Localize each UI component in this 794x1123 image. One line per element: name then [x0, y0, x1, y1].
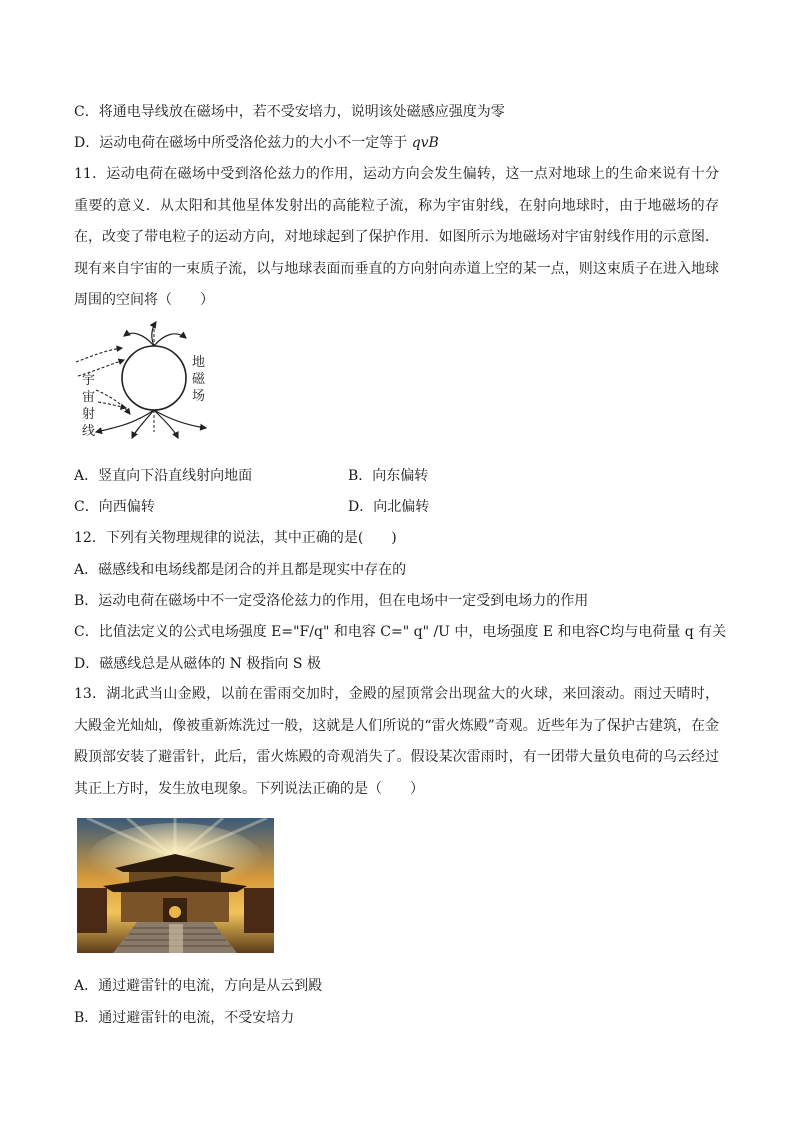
ray-arrow-4 [98, 402, 126, 408]
field-arrow-top-left [124, 333, 154, 346]
label-field-2: 磁 [192, 372, 206, 387]
photo-emblem [169, 906, 181, 918]
q12-option-c: C．比值法定义的公式电场强度 E="F/q" 和电容 C=" q" /U 中，电场强度 E 和电容C均与电荷量 q 有关 [74, 624, 727, 640]
q11-stem: 11．运动电荷在磁场中受到洛伦兹力的作用，运动方向会发生偏转，这一点对地球上的生命来说有十分重要的意义．从太阳和其他星体发射出的高能粒子流，称为宇宙射线，在射向地球时，由于地磁场的存在，改变了带电粒子的运动方向，对地球起到了保护作用．如图所示为地磁场对宇宙射线作用的示意图．现有来自宇宙的一束质子流，以与地球表面而垂直的方向射向赤道上空的某一点，则这束质子在进入地球周围的空间将（ ） [74, 166, 719, 308]
q13-stem: 13．湖北武当山金殿，以前在雷雨交加时，金殿的屋顶常会出现盆大的火球，来回滚动。雨过天晴时，大殿金光灿灿，像被重新炼洗过一般，这就是人们所说的“雷火炼殿”奇观。近些年为了保护古建筑，在金殿顶部安装了避雷针，此后，雷火炼殿的奇观消失了。假设某次雷雨时，有一团带大量负电荷的乌云经过其正上方时，发生放电现象。下列说法正确的是（ ） [74, 686, 719, 797]
label-rays-1: 宇 [82, 373, 96, 388]
q12-stem: 12．下列有关物理规律的说法，其中正确的是( ) [74, 530, 397, 546]
q11-option-c: C．向西偏转 [74, 499, 155, 515]
label-field-3: 场 [192, 389, 206, 404]
field-arrow-top-right [154, 334, 186, 346]
field-arrow-bottom-right2 [154, 410, 178, 438]
q10-option-d [74, 133, 439, 153]
q11-option-b: B．向东偏转 [348, 468, 429, 484]
photo-central-path [169, 924, 183, 953]
q10-option-d-text: D．运动电荷在磁场中所受洛伦兹力的大小不一定等于 [74, 135, 412, 151]
golden-hall-photo [77, 818, 274, 953]
field-arrow-bottom-left2 [132, 410, 154, 438]
q10-option-d-formula: qvB [411, 135, 439, 151]
q11-option-a: A．竖直向下沿直线射向地面 [74, 468, 253, 484]
q13-option-b: B．通过避雷针的电流，不受安培力 [74, 1010, 295, 1026]
q12-option-d: D．磁感线总是从磁体的 N 极指向 S 极 [74, 656, 321, 672]
q12-option-a: A．磁感线和电场线都是闭合的并且都是现实中存在的 [74, 562, 407, 578]
label-rays-3: 射 [82, 407, 96, 422]
label-rays-4: 线 [82, 424, 96, 439]
field-arrow-bottom-right [154, 410, 206, 428]
earth-circle [122, 346, 186, 410]
photo-right-building [244, 888, 274, 933]
geomagnetic-field-figure [74, 320, 224, 448]
q13-option-a: A．通过避雷针的电流，方向是从云到殿 [74, 978, 323, 994]
q12-option-b: B．运动电荷在磁场中不一定受洛伦兹力的作用，但在电场中一定受到电场力的作用 [74, 593, 589, 609]
label-field-1: 地 [192, 355, 206, 370]
q11-option-d: D．向北偏转 [348, 499, 430, 515]
q10-option-c: C．将通电导线放在磁场中，若不受安培力，说明该处磁感应强度为零 [74, 104, 505, 120]
ray-arrow-1 [76, 348, 122, 362]
label-rays-2: 宙 [82, 390, 96, 405]
photo-left-building [77, 888, 107, 933]
